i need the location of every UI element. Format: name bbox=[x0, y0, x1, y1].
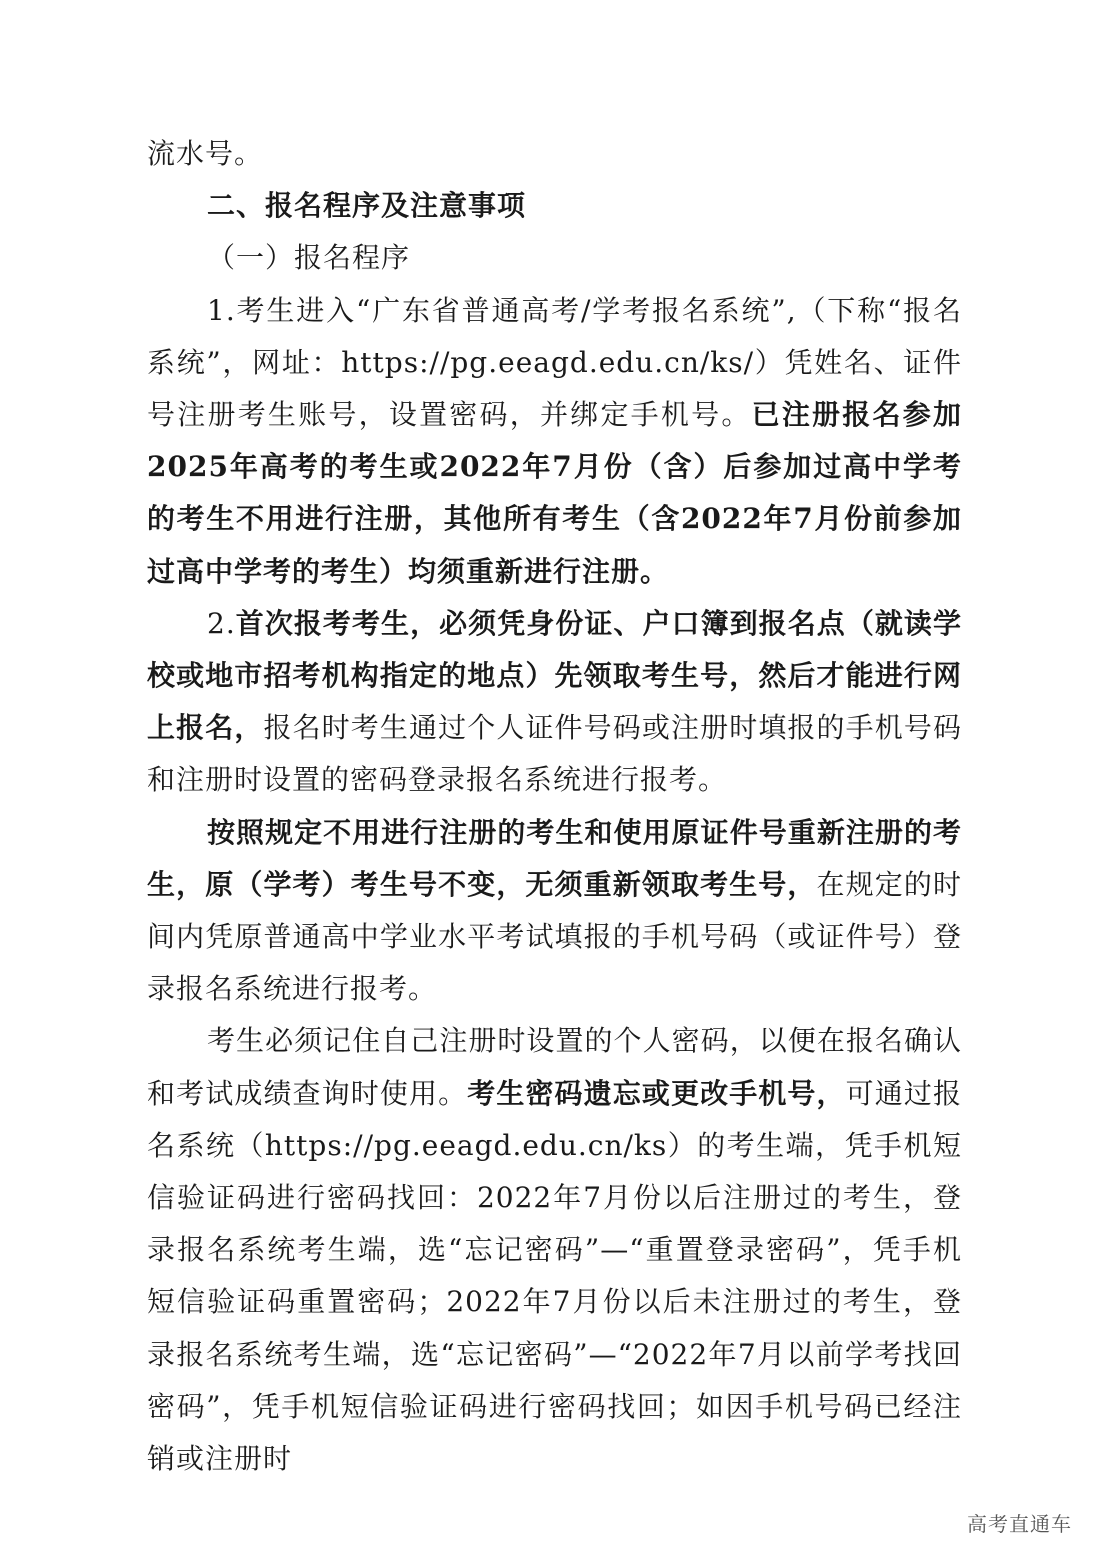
subsection-heading: （一）报名程序 bbox=[207, 241, 411, 275]
para-4-bold: 考生密码遗忘或更改手机号， bbox=[467, 1076, 846, 1110]
item-2-number: 2. bbox=[207, 606, 236, 640]
para-3-bold: 按照规定不用进行注册的考生和使用原证件号重新注册的考生，原（学考）考生号不变，无须重新领取考生号， bbox=[147, 815, 962, 901]
paragraph-3 bbox=[147, 807, 962, 1016]
paragraph-4 bbox=[147, 1015, 962, 1485]
item-2-bold: 首次报考考生，必须凭身份证、户口簿到报名点（就读学校或地市招考机构指定的地点）先领取考生号，然后才能进行网上报名， bbox=[147, 606, 962, 745]
watermark-label: 高考直通车 bbox=[967, 1512, 1072, 1536]
para-4-text-a: 考生必须记住自己注册时设置的个人密码，以便在报名确认和考试成绩查询时使用。 bbox=[147, 1024, 962, 1110]
paragraph-item-2 bbox=[147, 598, 962, 807]
para-4-text-b: 可通过报名系统（https://pg.eeagd.edu.cn/ks）的考生端，凭手机短信验证码进行密码找回：2022年7月份以后注册过的考生，登录报名系统考生端，选“忘记密码”—“重置登录密码”，凭手机短信验证码重置密码；2022年7月份以后未注册过的考生，登录报名系统考生端，选“忘记密码”—“2022年7月以前学考找回密码”，凭手机短信验证码进行密码找回；如因手机号码已经注销或注册时 bbox=[147, 1076, 962, 1476]
document-body bbox=[147, 128, 962, 1485]
paragraph-item-1 bbox=[147, 285, 962, 598]
item-2-text: 报名时考生通过个人证件号码或注册时填报的手机号码和注册时设置的密码登录报名系统进行报考。 bbox=[147, 711, 962, 797]
item-1-text: 1.考生进入“广东省普通高考/学考报名系统”,（下称“报名系统”，网址：https://pg.eeagd.edu.cn/ks/）凭姓名、证件号注册考生账号，设置密码，并绑定手机号。 bbox=[147, 293, 962, 432]
paragraph-continuation: 流水号。 bbox=[147, 137, 264, 170]
item-1-bold: 已注册报名参加2025年高考的考生或2022年7月份（含）后参加过高中学考的考生不用进行注册，其他所有考生（含2022年7月份前参加过高中学考的考生）均须重新进行注册。 bbox=[147, 398, 962, 588]
section-heading: 二、报名程序及注意事项 bbox=[207, 189, 527, 223]
para-3-text: 在规定的时间内凭原普通高中学业水平考试填报的手机号码（或证件号）登录报名系统进行报考。 bbox=[147, 867, 962, 1006]
